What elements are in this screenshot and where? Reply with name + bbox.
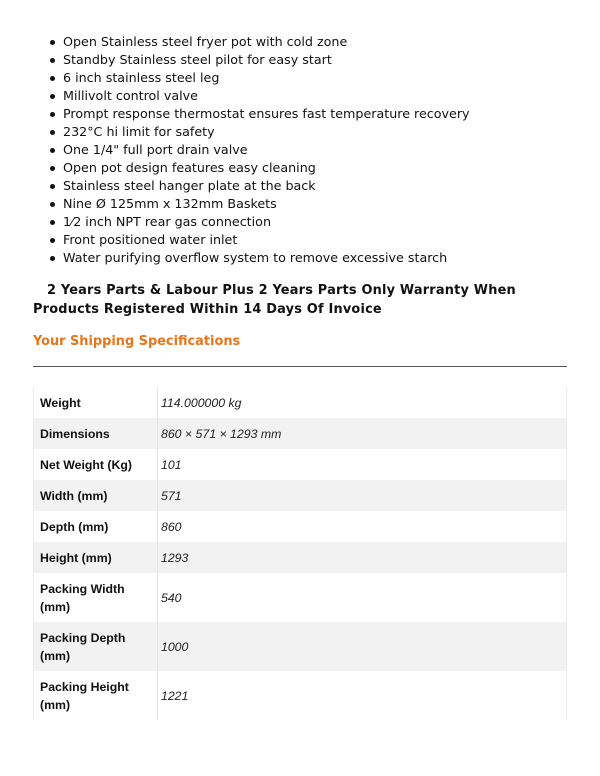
shipping-heading: Your Shipping Specifications: [33, 334, 241, 349]
table-row: [34, 671, 567, 720]
feature-item: Front positioned water inlet: [63, 231, 600, 249]
spec-value: 1221: [161, 688, 189, 703]
spec-value: 860 × 571 × 1293 mm: [161, 426, 282, 441]
spec-label: Packing Height (mm): [34, 671, 158, 720]
table-row: [34, 622, 567, 671]
feature-item: 1⁄2 inch NPT rear gas connection: [63, 213, 600, 231]
shipping-spec-table: [33, 387, 567, 720]
feature-item: Millivolt control valve: [63, 87, 600, 105]
spec-value: 1000: [161, 639, 189, 654]
feature-item: Nine Ø 125mm x 132mm Baskets: [63, 195, 600, 213]
table-row: [34, 449, 567, 480]
table-row: [34, 542, 567, 573]
warranty-text: 2 Years Parts & Labour Plus 2 Years Parts Only Warranty When Products Registered Within 14 Days Of Invoice: [33, 283, 516, 317]
spec-label: Width (mm): [34, 480, 158, 511]
spec-value: 1293: [161, 550, 189, 565]
feature-item: 232°C hi limit for safety: [63, 123, 600, 141]
spec-value: 540: [161, 590, 182, 605]
section-divider: [33, 366, 567, 367]
feature-list: [33, 33, 600, 267]
spec-label: Weight: [34, 387, 158, 418]
table-row: [34, 480, 567, 511]
spec-label: Packing Width (mm): [34, 573, 158, 622]
feature-item: Open Stainless steel fryer pot with cold zone: [63, 33, 600, 51]
feature-item: 6 inch stainless steel leg: [63, 69, 600, 87]
feature-item: Standby Stainless steel pilot for easy start: [63, 51, 600, 69]
table-row: [34, 387, 567, 418]
spec-label: Depth (mm): [34, 511, 158, 542]
feature-item: Prompt response thermostat ensures fast temperature recovery: [63, 105, 600, 123]
feature-item: Stainless steel hanger plate at the back: [63, 177, 600, 195]
spec-label: Packing Depth (mm): [34, 622, 158, 671]
feature-item: One 1/4" full port drain valve: [63, 141, 600, 159]
spec-label: Dimensions: [34, 418, 158, 449]
table-row: [34, 511, 567, 542]
spec-value: 860: [161, 519, 182, 534]
spec-value: 101: [161, 457, 182, 472]
spec-label: Height (mm): [34, 542, 158, 573]
feature-item: Open pot design features easy cleaning: [63, 159, 600, 177]
table-row: [34, 573, 567, 622]
spec-value: 114.000000 kg: [161, 395, 242, 410]
table-row: [34, 418, 567, 449]
warranty-notice: [33, 281, 573, 319]
spec-label: Net Weight (Kg): [34, 449, 158, 480]
feature-item: Water purifying overflow system to remove excessive starch: [63, 249, 600, 267]
spec-value: 571: [161, 488, 182, 503]
